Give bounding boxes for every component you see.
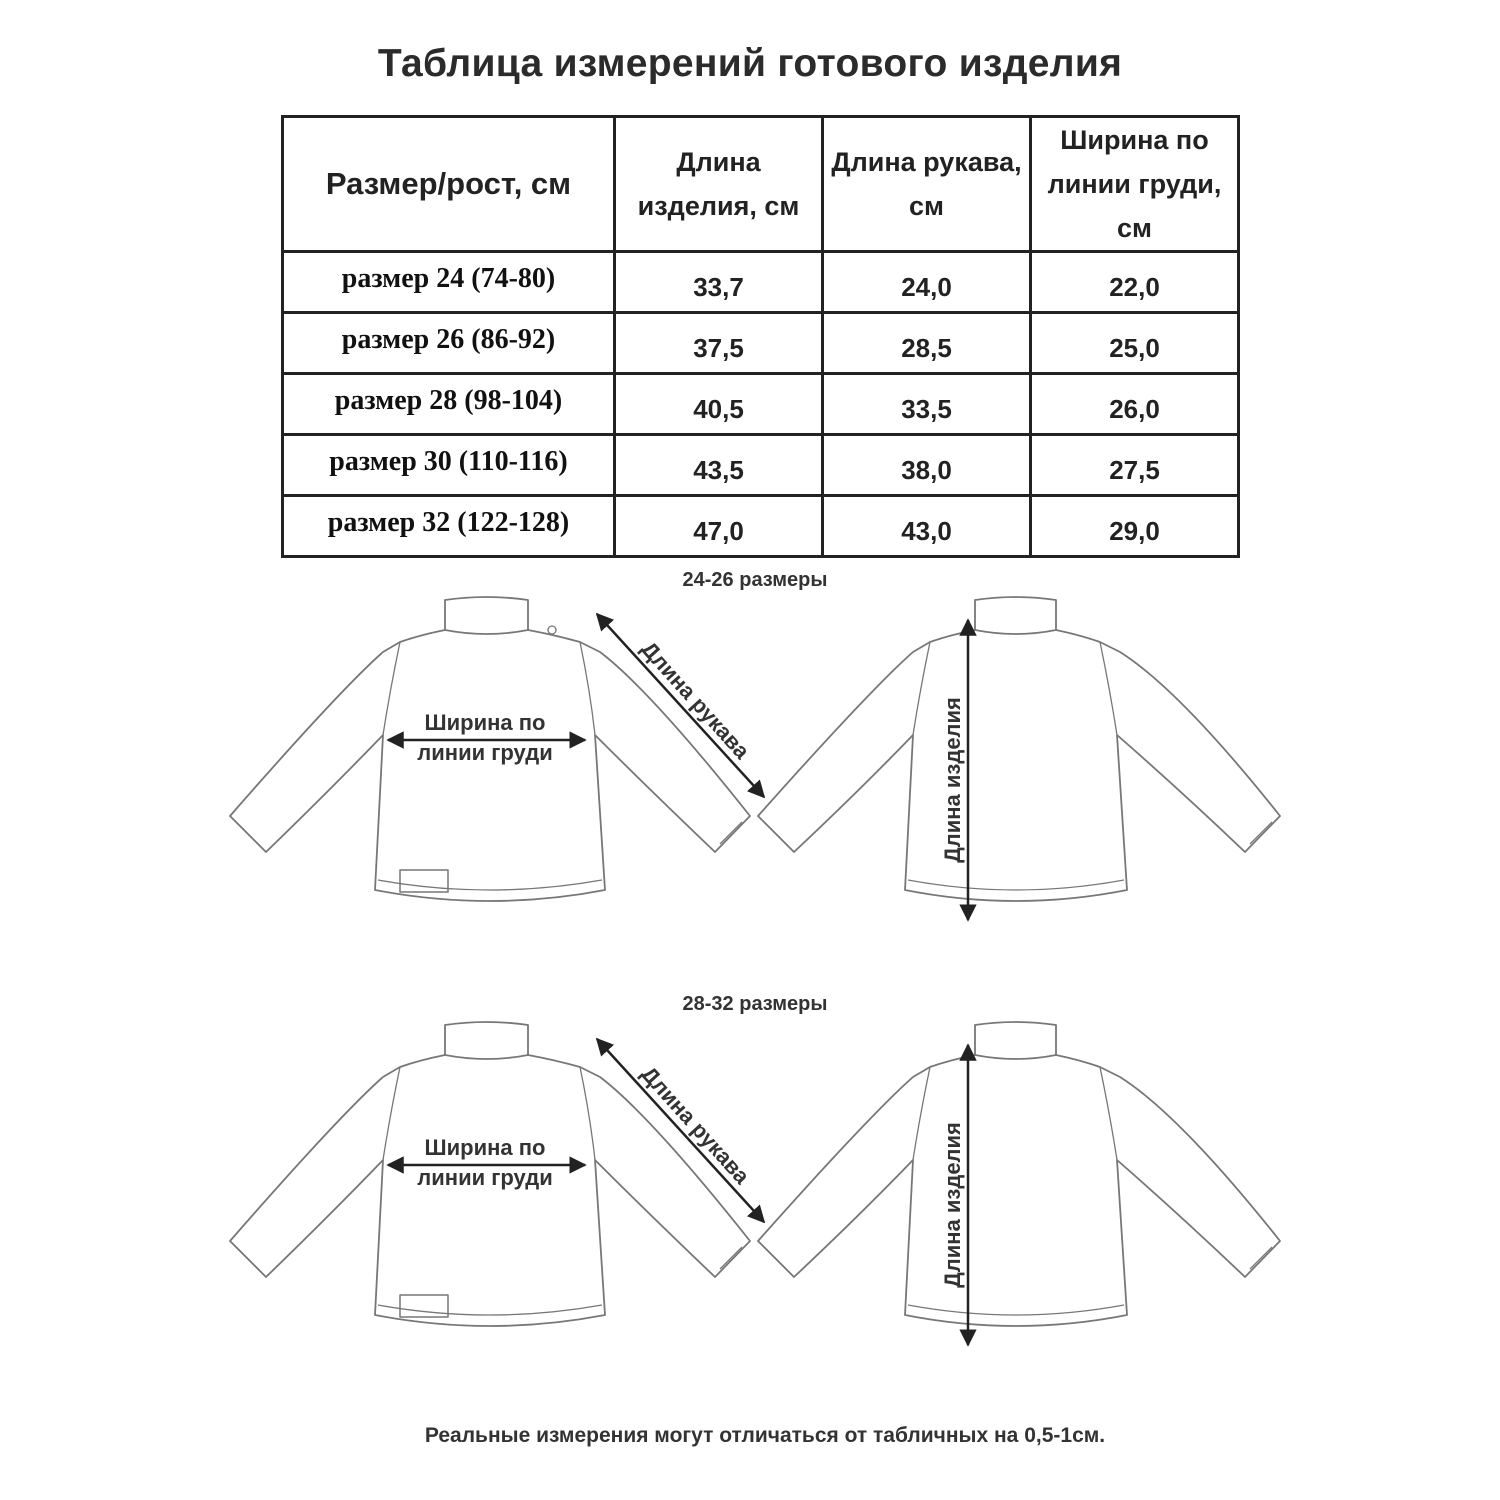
length-value: 40,5 bbox=[615, 374, 823, 435]
garment-sketch bbox=[0, 590, 1500, 930]
sleeve-value: 28,5 bbox=[823, 313, 1031, 374]
sleeve-value: 33,5 bbox=[823, 374, 1031, 435]
chest-width-label: линии груди bbox=[417, 1165, 553, 1190]
size-label: размер 28 (98-104) bbox=[283, 374, 615, 435]
chest-width-label: линии груди bbox=[417, 740, 553, 765]
column-header-sleeve: Длина рукава, см bbox=[823, 117, 1031, 252]
size-label: размер 30 (110-116) bbox=[283, 435, 615, 496]
sleeve-value: 38,0 bbox=[823, 435, 1031, 496]
size-table bbox=[281, 115, 1240, 558]
garment-length-label: Длина изделия bbox=[940, 1122, 965, 1288]
sleeve-length-label: Длина рукава bbox=[636, 1061, 755, 1189]
table-row bbox=[283, 435, 1239, 496]
column-header-chest: Ширина по линии груди, см bbox=[1031, 117, 1239, 252]
length-value: 43,5 bbox=[615, 435, 823, 496]
sleeve-value: 24,0 bbox=[823, 252, 1031, 313]
page-title: Таблица измерений готового изделия bbox=[377, 42, 1123, 85]
chest-width-label: Ширина по bbox=[424, 710, 546, 735]
chest-value: 22,0 bbox=[1031, 252, 1239, 313]
table-row bbox=[283, 496, 1239, 557]
garment-length-label: Длина изделия bbox=[940, 697, 965, 863]
length-value: 47,0 bbox=[615, 496, 823, 557]
length-value: 33,7 bbox=[615, 252, 823, 313]
table-row bbox=[283, 313, 1239, 374]
chest-value: 26,0 bbox=[1031, 374, 1239, 435]
back-view bbox=[758, 1022, 1280, 1326]
sleeve-length-label: Длина рукава bbox=[636, 636, 755, 764]
chest-width-label: Ширина по bbox=[424, 1135, 546, 1160]
length-value: 37,5 bbox=[615, 313, 823, 374]
garment-sketch bbox=[0, 1015, 1500, 1355]
sleeve-value: 43,0 bbox=[823, 496, 1031, 557]
chest-value: 25,0 bbox=[1031, 313, 1239, 374]
column-header-length: Длина изделия, см bbox=[615, 117, 823, 252]
back-view bbox=[758, 597, 1280, 901]
size-label: размер 26 (86-92) bbox=[283, 313, 615, 374]
chest-value: 29,0 bbox=[1031, 496, 1239, 557]
size-label: размер 32 (122-128) bbox=[283, 496, 615, 557]
table-row bbox=[283, 374, 1239, 435]
column-header-size: Размер/рост, см bbox=[283, 117, 615, 252]
table-row bbox=[283, 252, 1239, 313]
section-subtitle: 28-32 размеры bbox=[682, 993, 828, 1015]
table-header-row bbox=[283, 117, 1239, 252]
section-subtitle: 24-26 размеры bbox=[682, 569, 828, 591]
footnote: Реальные измерения могут отличаться от табличных на 0,5-1см. bbox=[424, 1424, 1106, 1447]
chest-value: 27,5 bbox=[1031, 435, 1239, 496]
size-label: размер 24 (74-80) bbox=[283, 252, 615, 313]
